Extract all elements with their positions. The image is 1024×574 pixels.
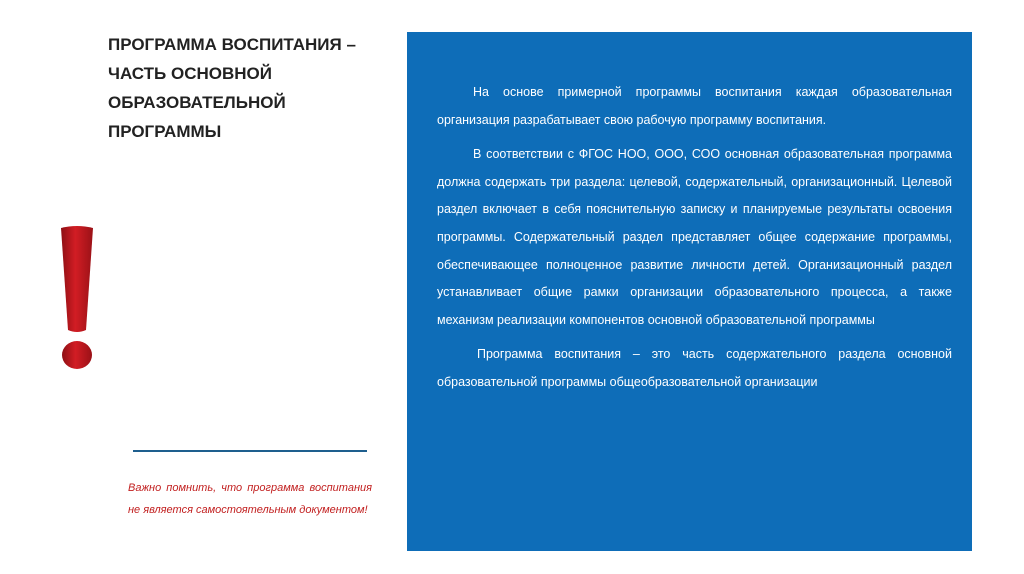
divider-line [133, 450, 367, 452]
content-panel [407, 32, 972, 551]
reminder-note: Важно помнить, что программа воспитания не является самостоятельным документом! [128, 482, 372, 516]
panel-paragraph: Программа воспитания – это часть содержательного раздела основной образовательной программы общеобразовательной организации [437, 347, 952, 389]
panel-paragraph: На основе примерной программы воспитания каждая образовательная организация разрабатывает свою рабочую программу воспитания. [437, 85, 952, 127]
panel-paragraph: В соответствии с ФГОС НОО, ООО, СОО основная образовательная программа должна содержать три раздела: целевой, содержательный, организационный. Целевой раздел включает в себя пояснительную записку и планируемые результаты освоения программы. Содержательный раздел представляет общее содержание программы, обеспечивающее полноценное развитие личности детей. Организационный раздел устанавливает общие рамки организации образовательного процесса, а также механизм реализации компонентов основной образовательной программы [437, 147, 952, 327]
exclamation-mark-icon [58, 224, 96, 374]
slide-title: ПРОГРАММА ВОСПИТАНИЯ – ЧАСТЬ ОСНОВНОЙ ОБРАЗОВАТЕЛЬНОЙ ПРОГРАММЫ [108, 35, 356, 141]
